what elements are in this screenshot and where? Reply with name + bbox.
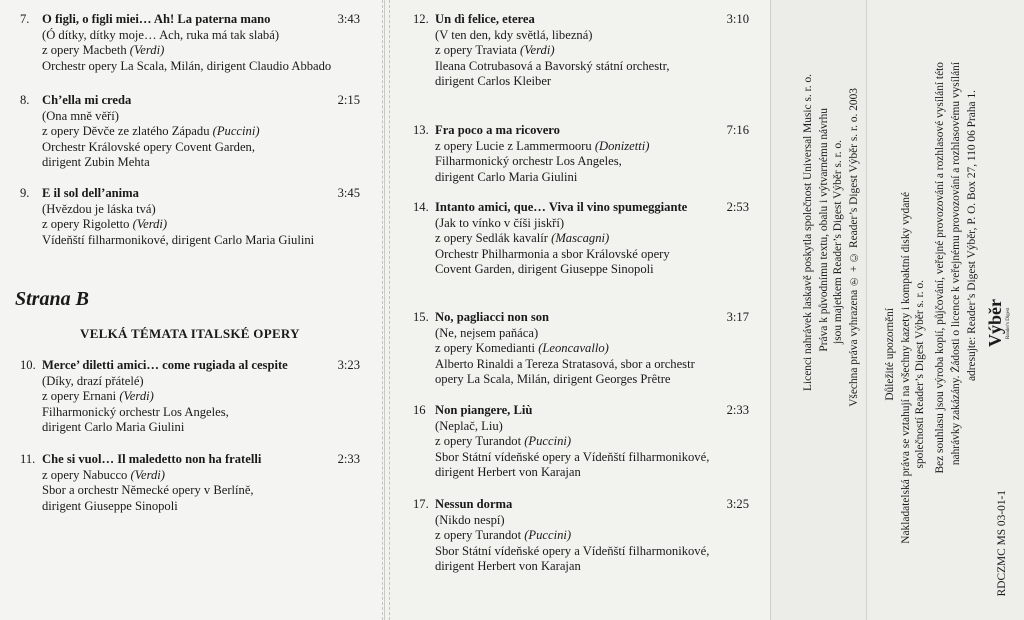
track-heading	[20, 186, 360, 202]
track-number: 16	[413, 403, 426, 417]
opera-name: Traviata	[475, 43, 517, 58]
track-duration: 2:33	[337, 452, 360, 466]
track-performers: Orchestr Philharmonia a sbor Královské opery	[435, 246, 670, 261]
track-heading	[413, 310, 749, 326]
credit-line: Práva k původnímu textu, obalu i výtvarnému návrhu	[818, 108, 830, 352]
track-number: 10.	[20, 358, 36, 372]
track-opera	[20, 389, 360, 405]
track-performers: dirigent Carlos Kleiber	[435, 74, 552, 89]
track-item	[413, 310, 749, 388]
logo-sub: Reader's Digest	[1006, 307, 1011, 339]
track-title: Merce’ diletti amici… come rugiada al cespite	[42, 358, 288, 372]
track-item	[20, 93, 360, 171]
track-number: 14.	[413, 200, 429, 214]
track-title: Fra poco a ma ricovero	[435, 123, 560, 137]
track-duration: 3:10	[726, 12, 749, 26]
track-translation: (Jak to vínko v číši jiskří)	[435, 215, 565, 230]
track-performers: dirigent Giuseppe Sinopoli	[42, 498, 178, 513]
opera-prefix: z opery	[435, 341, 473, 356]
track-title: E il sol dell’anima	[42, 186, 139, 200]
track-performers: opery La Scala, Milán, dirigent Georges Prêtre	[435, 372, 671, 387]
track-duration: 7:16	[726, 123, 749, 137]
logo-mark: Výběr	[985, 299, 1005, 347]
track-opera	[413, 139, 749, 155]
track-item	[413, 123, 749, 185]
track-title: Non piangere, Liù	[435, 403, 533, 417]
track-opera	[413, 341, 749, 357]
composer-name: (Puccini)	[212, 124, 260, 139]
panel-credits	[770, 0, 867, 620]
track-translation: (Neplač, Liu)	[435, 418, 503, 433]
track-performers: Orchestr Královské opery Covent Garden,	[42, 139, 255, 154]
opera-name: Turandot	[475, 528, 522, 543]
track-performers: Vídeňští filharmonikové, dirigent Carlo Maria Giulini	[42, 232, 315, 247]
track-number: 13.	[413, 123, 429, 137]
credit-line: Všechna práva vyhrazena ℗ + © Reader’s Digest Výběr s. r. o. 2003	[848, 88, 860, 407]
track-item	[20, 358, 360, 436]
track-duration: 2:15	[337, 93, 360, 107]
catalog-number: RDCZMC MS 03-01-1	[996, 490, 1008, 597]
opera-name: Ernani	[82, 389, 117, 404]
track-duration: 2:33	[726, 403, 749, 417]
panel-middle	[384, 0, 771, 620]
track-performers: Sbor Státní vídeňské opery a Vídeňští filharmonikové,	[435, 449, 710, 464]
opera-name: Turandot	[475, 434, 522, 449]
opera-name: Komedianti	[475, 341, 536, 356]
vyber-logo	[985, 298, 1019, 348]
track-duration: 3:25	[726, 497, 749, 511]
opera-name: Rigoletto	[82, 217, 130, 232]
track-item	[20, 186, 360, 248]
track-number: 17.	[413, 497, 429, 511]
track-opera	[20, 468, 360, 484]
track-performers: Sbor a orchestr Německé opery v Berlíně,	[42, 483, 254, 498]
track-heading	[413, 123, 749, 139]
opera-name: Nabucco	[82, 467, 128, 482]
composer-name: (Donizetti)	[594, 138, 650, 153]
composer-name: (Verdi)	[520, 43, 555, 58]
track-number: 15.	[413, 310, 429, 324]
side-b-subtitle: VELKÁ TÉMATA ITALSKÉ OPERY	[80, 326, 300, 341]
track-performers: Orchestr opery La Scala, Milán, dirigent Claudio Abbado	[42, 58, 332, 73]
credit-line: Licenci nahrávek laskavě poskytla společnost Universal Music s. r. o.	[802, 74, 814, 391]
fold-line	[389, 0, 391, 620]
track-heading	[413, 497, 749, 513]
track-number: 8.	[20, 93, 30, 107]
track-duration: 3:43	[337, 12, 360, 26]
opera-prefix: z opery	[42, 217, 80, 232]
track-opera	[20, 217, 360, 233]
opera-prefix: z opery	[42, 467, 80, 482]
opera-prefix: z opery	[435, 434, 473, 449]
opera-prefix: z opery	[435, 528, 473, 543]
track-translation: (Ó dítky, dítky moje… Ach, ruka má tak slabá)	[42, 27, 280, 42]
track-item	[20, 452, 360, 514]
track-performers: dirigent Herbert von Karajan	[435, 559, 581, 574]
track-item	[20, 12, 360, 74]
opera-prefix: z opery	[435, 231, 473, 246]
track-heading	[20, 93, 360, 109]
panel-left	[0, 0, 384, 620]
composer-name: (Verdi)	[130, 467, 166, 482]
track-heading	[20, 452, 360, 468]
track-performers: Sbor Státní vídeňské opery a Vídeňští filharmonikové,	[435, 543, 710, 558]
notice-line: společností Reader’s Digest Výběr s. r. o.	[914, 280, 926, 469]
track-number: 11.	[20, 452, 36, 466]
composer-name: (Mascagni)	[551, 231, 610, 246]
track-duration: 3:45	[337, 186, 360, 200]
opera-prefix: z opery	[435, 138, 473, 153]
track-performers: Filharmonický orchestr Los Angeles,	[42, 404, 229, 419]
notice-heading: Důležité upozornění	[884, 308, 896, 401]
composer-name: (Puccini)	[524, 528, 572, 543]
track-heading	[413, 200, 749, 216]
composer-name: (Verdi)	[132, 217, 168, 232]
track-opera	[20, 124, 360, 140]
track-translation: (V ten den, kdy světlá, libezná)	[435, 27, 593, 42]
track-item	[413, 403, 749, 481]
track-duration: 2:53	[726, 200, 749, 214]
track-item	[413, 12, 749, 90]
opera-prefix: z opery	[42, 43, 80, 58]
track-number: 9.	[20, 186, 30, 200]
track-performers: dirigent Carlo Maria Giulini	[42, 420, 185, 435]
track-item	[413, 497, 749, 575]
track-opera	[413, 43, 749, 59]
track-opera	[413, 528, 749, 544]
track-heading	[413, 12, 749, 28]
track-duration: 3:17	[726, 310, 749, 324]
track-number: 7.	[20, 12, 30, 26]
opera-prefix: z opery	[435, 43, 473, 58]
opera-name: Sedlák kavalír	[475, 231, 548, 246]
track-performers: dirigent Herbert von Karajan	[435, 465, 581, 480]
track-opera	[20, 43, 360, 59]
track-heading	[413, 403, 749, 419]
track-performers: Ileana Cotrubasová a Bavorský státní orchestr,	[435, 58, 670, 73]
notice-line: Bez souhlasu jsou výroba kopií, půjčování, veřejné provozování a rozhlasové vysílání této	[934, 62, 946, 474]
track-title: Che si vuol… Il maledetto non ha fratelli	[42, 452, 262, 466]
track-item	[413, 200, 749, 278]
composer-name: (Leoncavallo)	[538, 341, 609, 356]
track-title: O figli, o figli miei… Ah! La paterna mano	[42, 12, 271, 26]
track-title: Un dì felice, eterea	[435, 12, 535, 26]
track-translation: (Díky, drazí přátelé)	[42, 373, 144, 388]
composer-name: (Verdi)	[119, 389, 154, 404]
composer-name: (Verdi)	[129, 43, 165, 58]
opera-prefix: z opery	[42, 389, 80, 404]
track-number: 12.	[413, 12, 429, 26]
track-opera	[413, 231, 749, 247]
track-performers: dirigent Zubin Mehta	[42, 155, 150, 170]
side-b-heading: Strana B	[15, 288, 89, 310]
credit-line: jsou majetkem Reader’s Digest Výběr s. r. o.	[832, 140, 844, 344]
track-title: Intanto amici, que… Viva il vino spumeggiante	[435, 200, 688, 214]
track-title: No, pagliacci non son	[435, 310, 550, 324]
track-performers: Filharmonický orchestr Los Angeles,	[435, 154, 622, 169]
track-duration: 3:23	[337, 358, 360, 372]
track-translation: (Ona mně věří)	[42, 108, 119, 123]
track-translation: (Nikdo nespí)	[435, 512, 505, 527]
composer-name: (Puccini)	[524, 434, 572, 449]
track-translation: (Hvězdou je láska tvá)	[42, 201, 156, 216]
opera-name: Macbeth	[82, 43, 127, 58]
track-heading	[20, 12, 360, 28]
track-performers: Covent Garden, dirigent Giuseppe Sinopoli	[435, 262, 654, 277]
opera-prefix: z opery	[42, 124, 80, 139]
notice-line: Nakladatelská práva se vztahují na všechny kazety i kompaktní disky vydané	[900, 192, 912, 544]
opera-name: Děvče ze zlatého Západu	[82, 124, 210, 139]
opera-name: Lucie z Lammermooru	[475, 138, 592, 153]
panel-notice	[866, 0, 1024, 620]
notice-line: nahrávky zakázány. Žádosti o licence k veřejnému provozování a rozhlasovému vysílání	[950, 62, 962, 466]
track-opera	[413, 434, 749, 450]
track-performers: dirigent Carlo Maria Giulini	[435, 169, 578, 184]
notice-line: adresujte: Reader’s Digest Výběr, P. O. Box 27, 110 06 Praha 1.	[966, 90, 978, 382]
track-performers: Alberto Rinaldi a Tereza Stratasová, sbor a orchestr	[435, 356, 695, 371]
track-title: Nessun dorma	[435, 497, 513, 511]
track-title: Ch’ella mi creda	[42, 93, 132, 107]
track-heading	[20, 358, 360, 374]
track-translation: (Ne, nejsem paňáca)	[435, 325, 539, 340]
